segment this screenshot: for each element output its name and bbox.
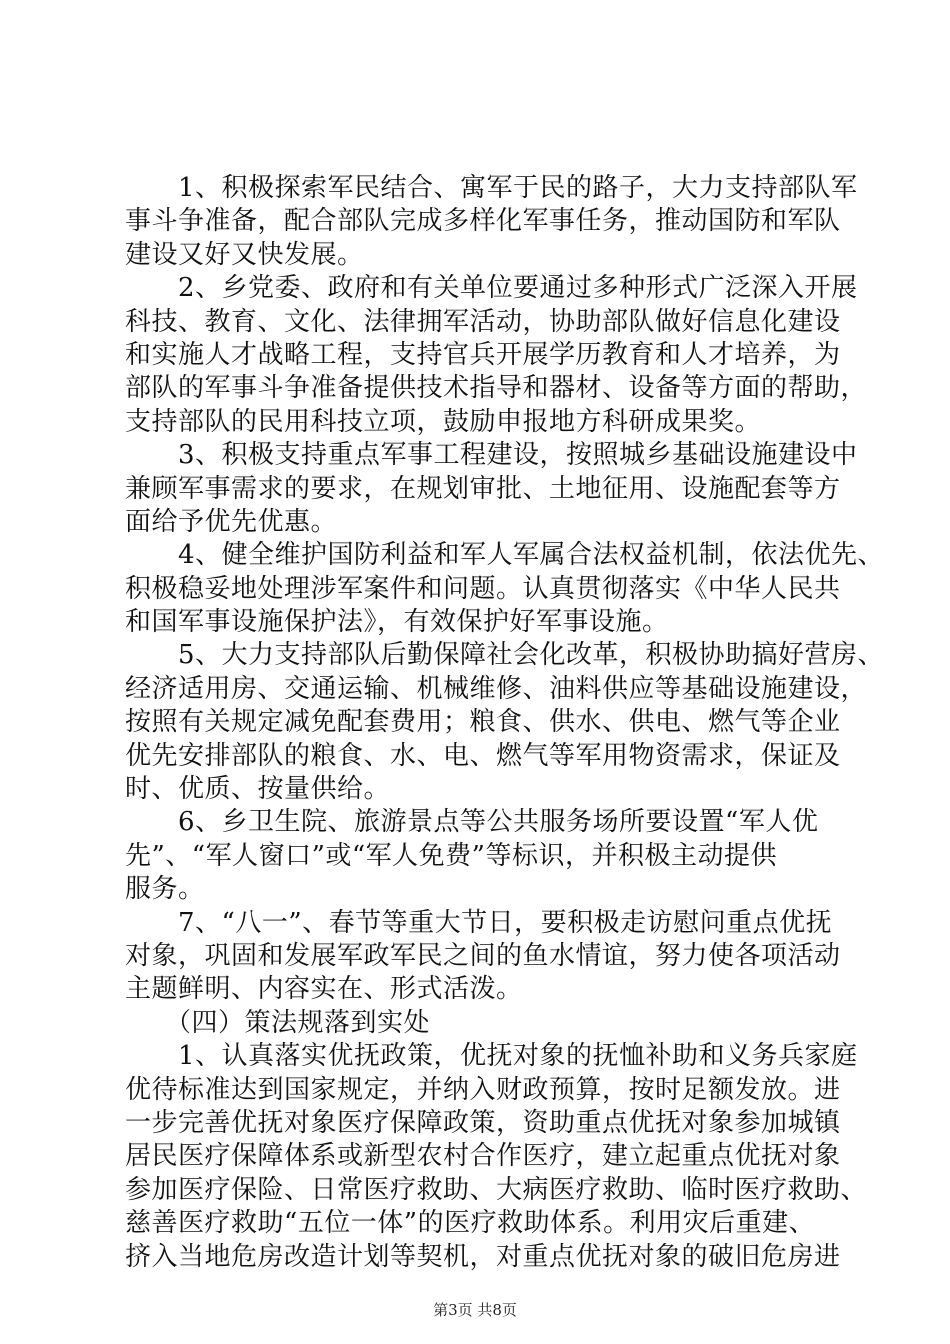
text-line: 5、大力支持部队后勤保障社会化改革，积极协助搞好营房、 xyxy=(125,640,885,671)
text-line: 2、乡党委、政府和有关单位要通过多种形式广泛深入开展 xyxy=(125,273,858,304)
text-line: 参加医疗保险、日常医疗救助、大病医疗救助、临时医疗救助、 xyxy=(125,1174,868,1205)
text-line: 先”、“军人窗口”或“军人免费”等标识，并积极主动提供 xyxy=(125,840,777,871)
text-line: 1、积极探索军民结合、寓军于民的路子，大力支持部队军 xyxy=(125,173,858,203)
text-line: 和国军事设施保护法》，有效保护好军事设施。 xyxy=(125,607,669,638)
text-line: 经济适用房、交通运输、机械维修、油料供应等基础设施建设， xyxy=(125,673,868,704)
text-line: 按照有关规定减免配套费用；粮食、供水、供电、燃气等企业 xyxy=(125,707,841,738)
text-line: 慈善医疗救助“五位一体”的医疗救助体系。利用灾后重建、 xyxy=(125,1208,816,1239)
text-line: 面给予优先优惠。 xyxy=(125,506,338,537)
text-line: 事斗争准备，配合部队完成多样化军事任务，推动国防和军队 xyxy=(125,206,841,237)
text-line: 1、认真落实优抚政策，优抚对象的抚恤补助和义务兵家庭 xyxy=(125,1041,858,1072)
text-line: 4、健全维护国防利益和军人军属合法权益机制，依法优先、 xyxy=(125,540,885,571)
text-line: 建设又好又快发展。 xyxy=(125,239,364,270)
document-body xyxy=(125,172,885,1274)
page-footer: 第3页 共8页 xyxy=(433,1301,517,1319)
text-line: 一步完善优抚对象医疗保障政策，资助重点优抚对象参加城镇 xyxy=(125,1107,841,1138)
text-line: 对象，巩固和发展军政军民之间的鱼水情谊，努力使各项活动 xyxy=(125,940,841,971)
text-line: 兼顾军事需求的要求，在规划审批、土地征用、设施配套等方 xyxy=(125,473,841,504)
text-line: 支持部队的民用科技立项，鼓励申报地方科研成果奖。 xyxy=(125,406,762,437)
text-line: 时、优质、按量供给。 xyxy=(125,774,391,805)
text-line: 主题鲜明、内容实在、形式活泼。 xyxy=(125,974,523,1005)
text-line: 和实施人才战略工程，支持官兵开展学历教育和人才培养，为 xyxy=(125,339,841,370)
text-line: 积极稳妥地处理涉军案件和问题。认真贯彻落实《中华人民共 xyxy=(125,573,841,604)
text-line: （四）策法规落到实处 xyxy=(125,1007,431,1038)
text-line: 优先安排部队的粮食、水、电、燃气等军用物资需求，保证及 xyxy=(125,740,841,771)
text-line: 7、“八一”、春节等重大节日，要积极走访慰问重点优抚 xyxy=(125,907,833,938)
text-line: 6、乡卫生院、旅游景点等公共服务场所要设置“军人优 xyxy=(125,807,819,838)
text-line: 服务。 xyxy=(125,874,205,905)
text-line: 科技、教育、文化、法律拥军活动，协助部队做好信息化建设 xyxy=(125,306,841,337)
text-line: 挤入当地危房改造计划等契机，对重点优抚对象的破旧危房进 xyxy=(125,1241,841,1272)
text-line: 居民医疗保障体系或新型农村合作医疗，建立起重点优抚对象 xyxy=(125,1141,841,1172)
text-line: 3、积极支持重点军事工程建设，按照城乡基础设施建设中 xyxy=(125,440,858,471)
text-line: 优待标准达到国家规定，并纳入财政预算，按时足额发放。进 xyxy=(125,1074,841,1105)
text-line: 部队的军事斗争准备提供技术指导和器材、设备等方面的帮助， xyxy=(125,373,868,404)
